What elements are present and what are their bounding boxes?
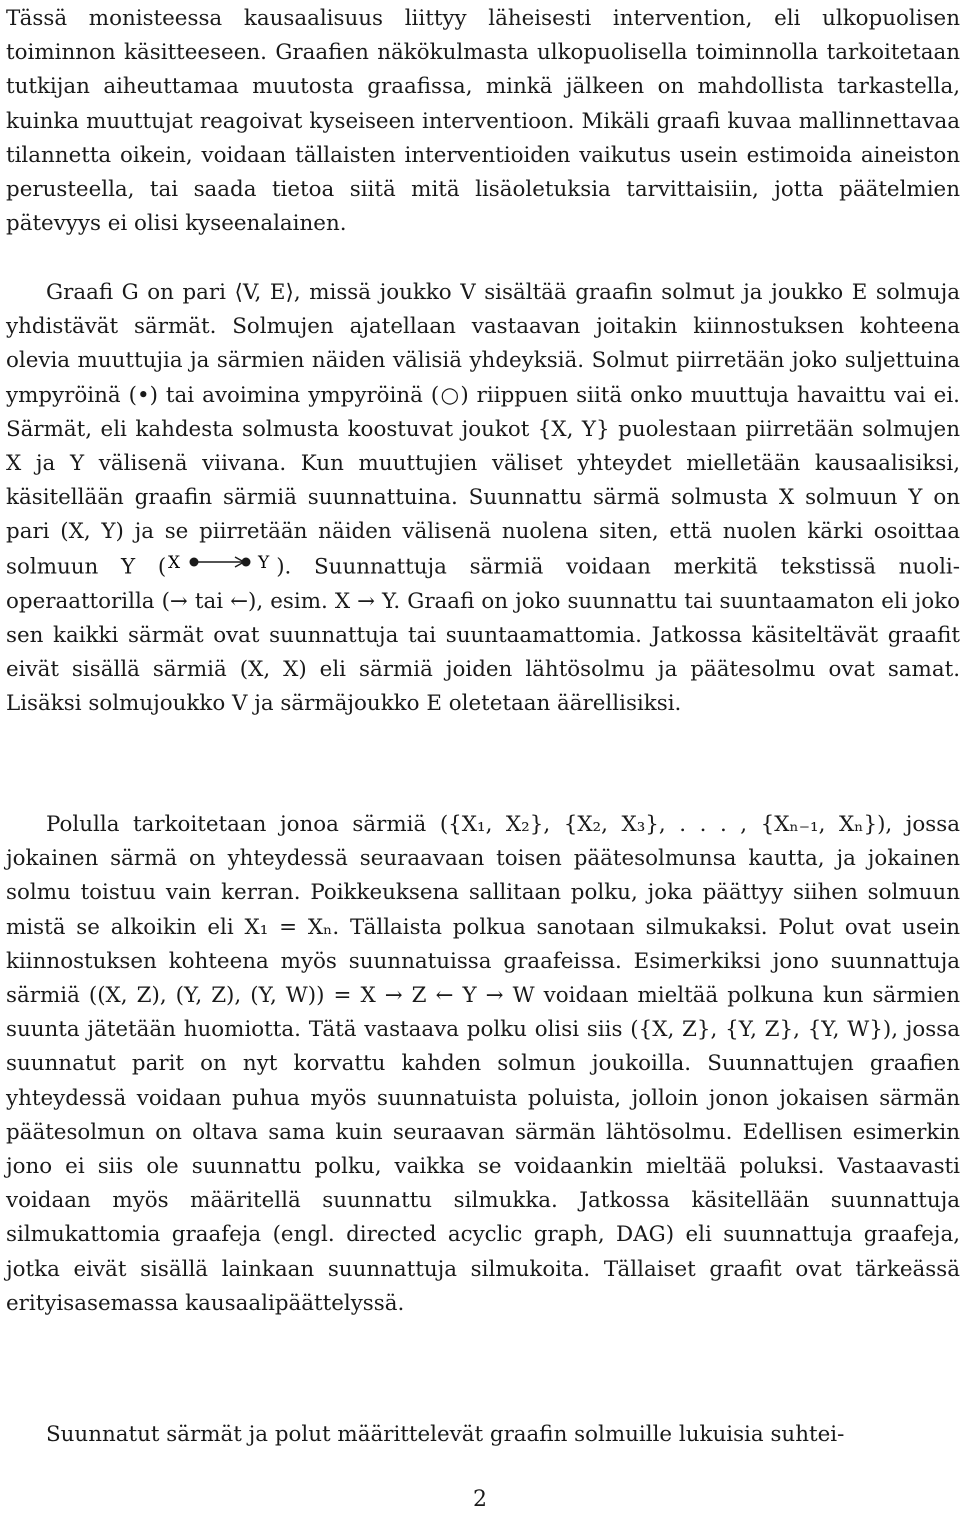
inline-edge-diagram [166,550,276,585]
paragraph-text-continued: ). Suunnattuja särmiä voidaan merkitä tekstissä nuoli-operaattorilla (→ tai ←), esim. X → Y. Graafi on joko suunnattu tai suuntaamaton eli joko sen kaikki särmät ovat suunnattuja tai suuntaamattomia. Jatkossa käsiteltävät graafit eivät sisällä särmiä (X, X) eli särmiä joiden lähtösolmu ja päätesolmu ovat samat. Lisäksi solmujoukko V ja särmäjoukko E oletetaan äärellisiksi. [6,554,960,717]
edge-end-node [242,557,251,566]
edge-to-label: Y [258,552,270,573]
paragraph-text: Graafi G on pari ⟨V, E⟩, missä joukko V sisältää graafin solmut ja joukko E solmuja yhdistävät särmät. Solmujen ajatellaan vastaavan joitakin kiinnostuksen kohteena olevia muuttujia ja särmien näiden välisiä yhdeyksiä. Solmut piirretään joko suljettuina ympyröinä (•) tai avoimina ympyröinä (○) riippuen siitä onko muuttuja havaittu vai ei. Särmät, eli kahdesta solmusta koostuvat joukot {X, Y} puolestaan piirretään solmujen X ja Y välisenä viivana. Kun muuttujien väliset yhteydet mielletään kausaalisiksi, käsitellään graafin särmiä suunnattuina. Suunnattu särmä solmusta X solmuun Y on pari (X, Y) ja se piirretään näiden välisenä nuolena siten, että nuolen kärki osoittaa solmuun Y ( [6,280,960,580]
page-number: 2 [473,1487,487,1512]
paragraph-intervention [6,2,960,241]
paragraph-text: Suunnatut särmät ja polut määrittelevät graafin solmuille lukuisia suhtei- [46,1422,845,1447]
paragraph-graph-definition [6,276,960,722]
paragraph-text: Polulla tarkoitetaan jonoa särmiä ({X₁, X₂}, {X₂, X₃}, . . . , {Xₙ₋₁, Xₙ}), jossa jokainen särmä on yhteydessä seuraavaan toisen päätesolmunsa kautta, ja jokainen solmu toistuu vain kerran. Poikkeuksena sallitaan polku, joka päättyy siihen solmuun mistä se alkoikin eli X₁ = Xₙ. Tällaista polkua sanotaan silmukaksi. Polut ovat usein kiinnostuksen kohteena myös suunnatuissa graafeissa. Esimerkiksi jono suunnattuja särmiä ((X, Z), (Y, Z), (Y, W)) = X → Z ← Y → W voidaan mieltää polkuna kun särmien suunta jätetään huomiotta. Tätä vastaava polku olisi siis ({X, Z}, {Y, Z}, {Y, W}), jossa suunnatut parit on nyt korvattu kahden solmun joukoilla. Suunnattujen graafien yhteydessä voidaan puhua myös suunnatuista poluista, jolloin jonon jokaisen särmän päätesolmun on oltava sama kuin seuraavan särmän lähtösolmu. Edellisen esimerkin jono ei siis ole suunnattu polku, vaikka se voidaankin mieltää poluksi. Vastaavasti voidaan myös määritellä suunnattu silmukka. Jatkossa käsitellään suunnattuja silmukattomia graafeja (engl. directed acyclic graph, DAG) eli suunnattuja graafeja, jotka eivät sisällä lainkaan suunnattuja silmukoita. Tällaiset graafit ovat tärkeässä erityisasemassa kausaalipäättelyssä. [6,812,960,1316]
edge-from-label: X [168,552,181,573]
paragraph-text: Tässä monisteessa kausaalisuus liittyy läheisesti intervention, eli ulkopuolisen toiminnon käsitteeseen. Graafien näkökulmasta ulkopuolisella toiminnolla tarkoitetaan tutkijan aiheuttamaa muutosta graafissa, minkä jälkeen on mahdollista tarkastella, kuinka muuttujat reagoivat kyseiseen interventioon. Mikäli graafi kuvaa mallinnettavaa tilannetta oikein, voidaan tällaisten interventioiden vaikutus usein estimoida aineiston perusteella, tai saada tietoa siitä mitä lisäoletuksia tarvittaisiin, jotta päätelmien pätevyys ei olisi kyseenalainen. [6,6,960,237]
directed-edge-icon [166,550,276,574]
paragraph-relations [6,1418,960,1452]
edge-start-node [190,557,199,566]
paragraph-paths [6,808,960,1321]
